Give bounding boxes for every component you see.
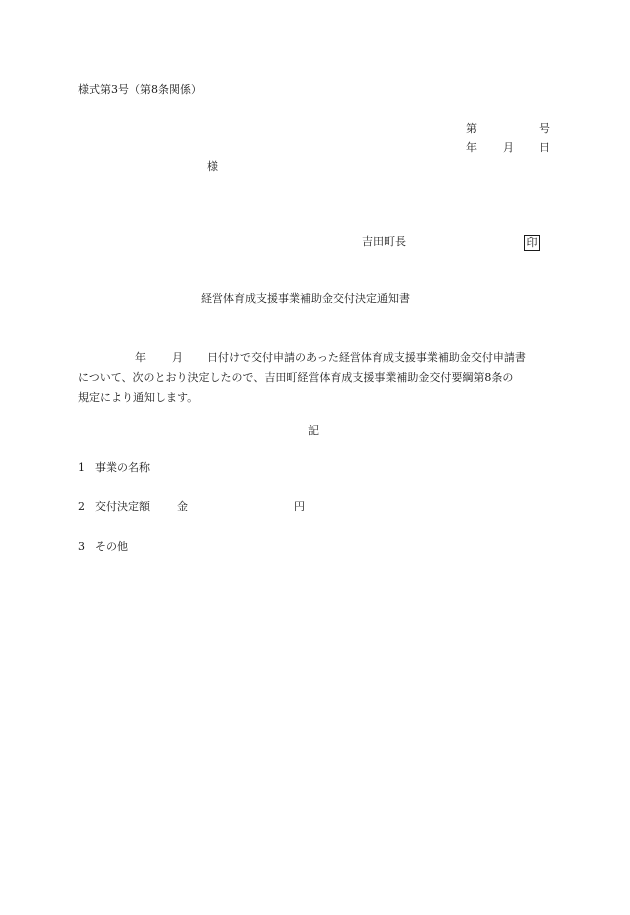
seal-stamp: 印 [524,235,540,251]
item-1-number: 1 [78,461,85,474]
doc-number-suffix: 号 [539,122,550,135]
issuer-name: 吉田町長 [362,235,406,248]
item-2-amount-prefix: 金 [177,500,188,513]
ki-heading: 記 [308,424,319,437]
addressee-suffix: 様 [207,160,218,173]
item-2-number: 2 [78,500,85,513]
date-month: 月 [503,141,514,154]
body-year: 年 [135,351,146,364]
body-paragraph [78,348,558,408]
item-1-label: 事業の名称 [95,461,150,474]
date-year: 年 [466,141,477,154]
form-label: 様式第3号（第8条関係） [78,83,202,96]
item-2-label: 交付決定額 [95,500,150,513]
body-line-1-text: 日付けで交付申請のあった経営体育成支援事業補助金交付申請書 [207,351,526,364]
body-month: 月 [172,351,183,364]
item-3-number: 3 [78,540,85,553]
date-day: 日 [539,141,550,154]
body-line-3: 規定により通知します。 [78,391,199,404]
item-3-label: その他 [95,540,128,553]
doc-number-prefix: 第 [466,122,477,135]
body-line-2: について、次のとおり決定したので、吉田町経営体育成支援事業補助金交付要綱第8条の [78,371,514,384]
document-title: 経営体育成支援事業補助金交付決定通知書 [201,292,410,305]
item-2-amount-unit: 円 [294,500,305,513]
body-line-1 [78,348,558,368]
